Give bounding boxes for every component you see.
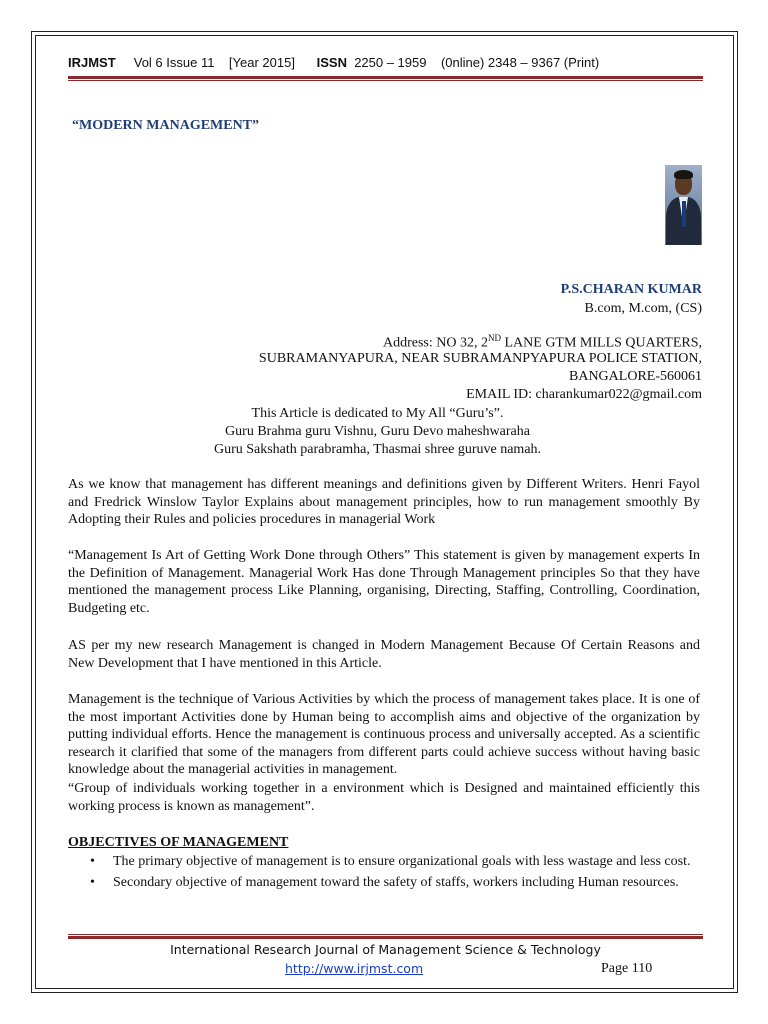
address-line-1: Address: NO 32, 2ND LANE GTM MILLS QUARTERS,	[383, 333, 702, 351]
year: [Year 2015]	[228, 55, 295, 70]
paragraph: Management is the technique of Various Activities by which the process of management takes place. It is one of the most important Activities done by Human being to accomplish aims and objective of the organization by putting individual efforts. Hence the management is continuous process and universally accepted. As a scientific research it clarified that some of the managers from different parts could achieve success without having basic knowledge about the managerial activities in management.	[68, 692, 700, 777]
list-item: • Secondary objective of management toward the safety of staffs, workers including Human resources.	[90, 874, 679, 890]
article-title: “MODERN MANAGEMENT”	[72, 118, 260, 133]
issn-number: 2250 – 1959	[354, 55, 427, 70]
dedication-line-3: Guru Sakshath parabramha, Thasmai shree guruve namah.	[213, 442, 542, 457]
dedication-line-1: This Article is dedicated to My All “Guru’s”.	[251, 406, 504, 421]
header-rule-thick	[68, 76, 703, 79]
address-line-3: BANGALORE-560061	[569, 369, 702, 384]
volume-issue: Vol 6 Issue 11	[133, 55, 215, 70]
footer-journal-name: International Research Journal of Management Science & Technology	[170, 942, 601, 957]
author-qualifications: B.com, M.com, (CS)	[584, 301, 702, 316]
author-email: EMAIL ID: charankumar022@gmail.com	[466, 387, 702, 402]
issn-label: ISSN	[316, 55, 347, 70]
address-line-2: SUBRAMANYAPURA, NEAR SUBRAMANPYAPURA POLICE STATION,	[258, 351, 702, 366]
footer-rule-thick	[68, 936, 703, 939]
section-heading: OBJECTIVES OF MANAGEMENT	[68, 835, 289, 850]
paragraph: “Management Is Art of Getting Work Done through Others” This statement is given by management experts In the Definition of Management. Managerial Work Has done Through Management principles So that they have mentioned the management process Like Planning, organising, Directing, Staffing, Controlling, Coordination, Budgeting etc.	[68, 548, 700, 616]
author-name: P.S.CHARAN KUMAR	[560, 282, 702, 297]
paragraph: As we know that management has different meanings and definitions given by Different Writers. Henri Fayol and Fredrick Winslow Taylor Explains about management principles, how to run management smoothly By Adopting their Rules and policies procedures in managerial Work	[68, 477, 700, 527]
paragraph: AS per my new research Management is changed in Modern Management Because Of Certain Reasons and New Development that I have mentioned in this Article.	[68, 638, 700, 671]
list-item: • The primary objective of management is to ensure organizational goals with less wastage and less cost.	[90, 854, 691, 869]
journal-abbrev: IRJMST	[68, 55, 116, 70]
dedication-line-2: Guru Brahma guru Vishnu, Guru Devo maheshwaraha	[225, 424, 530, 439]
footer-url-link[interactable]: http://www.irjmst.com	[285, 961, 424, 976]
issn-online-print: (0nline) 2348 – 9367 (Print)	[440, 55, 600, 70]
paragraph: “Group of individuals working together in a environment which is Designed and maintained efficiently this working process is known as management”.	[68, 781, 700, 814]
bullet-icon: •	[90, 874, 95, 890]
page-number: Page 110	[601, 961, 653, 976]
header-rule-thin	[68, 80, 703, 81]
bullet-icon: •	[90, 854, 95, 869]
running-header	[68, 55, 599, 70]
footer-rule-thin	[68, 934, 703, 935]
objectives-list	[68, 853, 700, 894]
author-photo	[665, 165, 702, 245]
